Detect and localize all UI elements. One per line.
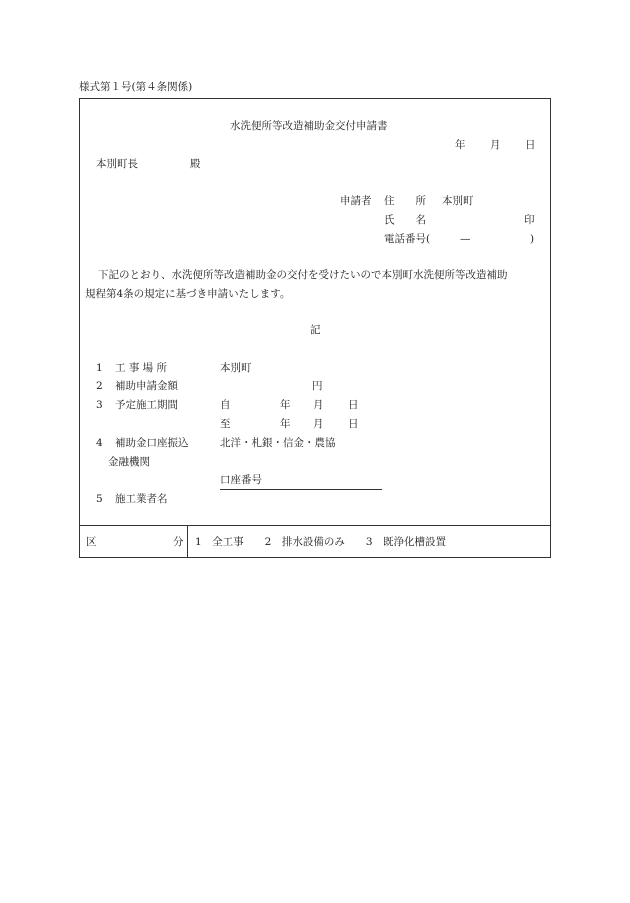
period-from-month: 月: [313, 399, 324, 411]
applicant-name-label: 氏 名: [384, 214, 426, 226]
account-number-label: 口座番号: [220, 475, 382, 490]
category-label-left: 区: [86, 536, 97, 548]
period-to-day: 日: [348, 418, 359, 430]
item-4-banks: 北洋・札銀・信金・農協: [220, 437, 336, 449]
category-column-divider: [187, 525, 188, 558]
item-5-label: 施工業者名: [115, 493, 168, 505]
period-from: 自: [220, 399, 231, 411]
form-title: 水洗便所等改造補助金交付申請書: [230, 120, 388, 132]
item-5-num: 5: [96, 493, 103, 505]
item-1-label: 工 事 場 所: [115, 362, 168, 374]
phone-close: ): [530, 233, 535, 245]
item-4-label: 補助金口座振込: [115, 437, 189, 449]
item-4-num: 4: [96, 437, 103, 449]
period-from-day: 日: [348, 399, 359, 411]
period-from-year: 年: [280, 399, 291, 411]
applicant-label: 申請者: [340, 195, 372, 207]
item-3-label: 予定施工期間: [115, 399, 178, 411]
item-1-num: 1: [96, 362, 103, 374]
ki-heading: 記: [310, 324, 321, 336]
date-month: 月: [490, 139, 501, 151]
applicant-address-label: 住 所: [384, 195, 426, 207]
phone-dash: —: [460, 233, 471, 245]
period-to-month: 月: [313, 418, 324, 430]
date-year: 年: [455, 139, 466, 151]
item-2-unit: 円: [312, 380, 323, 392]
category-options: 1 全工事 2 排水設備のみ 3 既浄化槽設置: [195, 536, 447, 548]
seal-mark: 印: [524, 214, 535, 226]
period-to: 至: [220, 418, 231, 430]
body-text-line2: 規程第4条の規定に基づき申請いたします。: [85, 288, 291, 300]
body-text-line1: 下記のとおり、水洗便所等改造補助金の交付を受けたいので本別町水洗便所等改造補助: [98, 269, 508, 281]
form-label: 様式第１号(第４条関係): [79, 81, 193, 93]
phone-label: 電話番号(: [384, 233, 431, 245]
category-label-right: 分: [173, 536, 184, 548]
period-to-year: 年: [280, 418, 291, 430]
item-2-num: 2: [96, 380, 103, 392]
applicant-address-value: 本別町: [442, 195, 474, 207]
application-form: [79, 98, 551, 558]
item-2-label: 補助申請金額: [115, 380, 178, 392]
addressee-honorific: 殿: [190, 158, 201, 170]
item-4-label2: 金融機関: [108, 456, 150, 468]
date-day: 日: [525, 139, 536, 151]
addressee-name: 本別町長: [96, 158, 138, 170]
item-1-value: 本別町: [220, 362, 252, 374]
category-divider: [80, 525, 550, 526]
item-3-num: 3: [96, 399, 103, 411]
